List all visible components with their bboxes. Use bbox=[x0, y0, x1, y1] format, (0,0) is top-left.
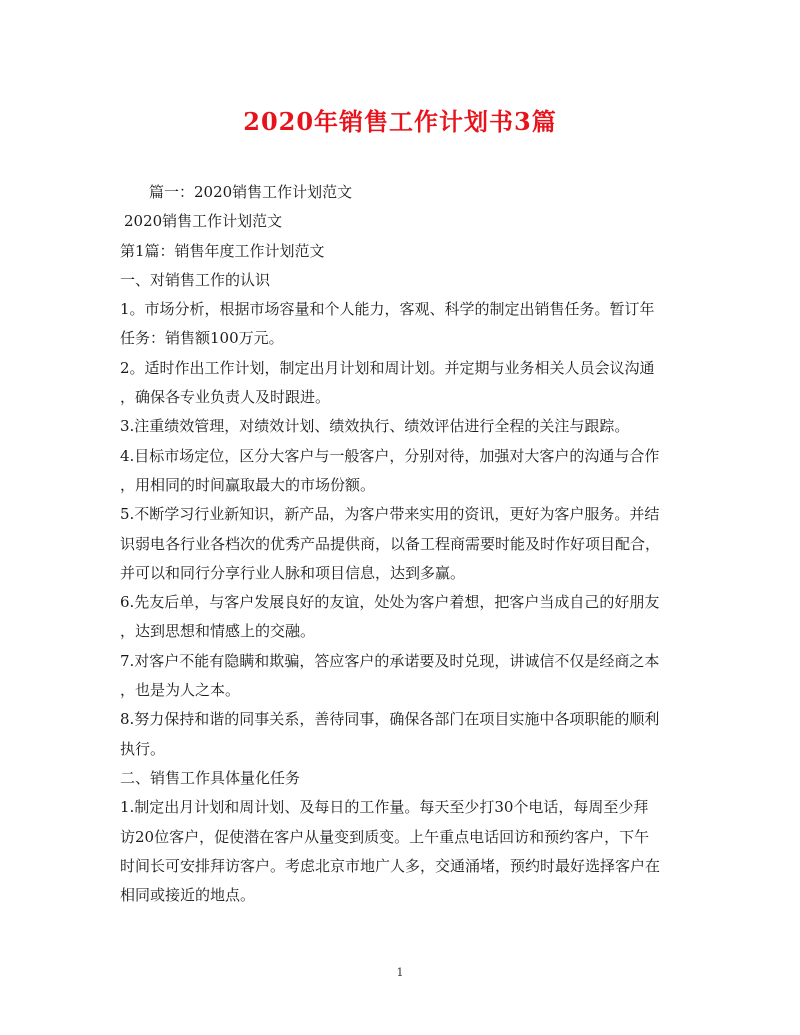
document-body bbox=[120, 178, 692, 910]
paragraph-line: 4.目标市场定位，区分大客户与一般客户，分别对待，加强对大客户的沟通与合作 bbox=[120, 446, 660, 465]
paragraph-line: ，达到思想和情感上的交融。 bbox=[120, 622, 316, 641]
subheading: 2020销售工作计划范文 bbox=[124, 212, 283, 231]
paragraph-line: 识弱电各行业各档次的优秀产品提供商，以备工程商需要时能及时作好项目配合， bbox=[120, 534, 661, 553]
page-number: 1 bbox=[396, 966, 404, 979]
paragraph-line: ，确保各专业负责人及时跟进。 bbox=[120, 388, 331, 407]
paragraph-line: 8.努力保持和谐的同事关系，善待同事，确保各部门在项目实施中各项职能的顺利 bbox=[120, 710, 660, 729]
paragraph-line: 1。市场分析，根据市场容量和个人能力，客观、科学的制定出销售任务。暂订年 bbox=[120, 300, 655, 319]
paragraph-line: 执行。 bbox=[120, 739, 166, 758]
paragraph-line: 时间长可安排拜访客户。考虑北京市地广人多，交通涌堵，预约时最好选择客户在 bbox=[120, 856, 661, 875]
section-title: 一、对销售工作的认识 bbox=[120, 270, 271, 289]
section-title: 二、销售工作具体量化任务 bbox=[120, 768, 301, 787]
document-title: 2020年销售工作计划书3篇 bbox=[243, 107, 557, 136]
section-heading: 篇一：2020销售工作计划范文 bbox=[149, 183, 353, 201]
paragraph-line: 5.不断学习行业新知识，新产品，为客户带来实用的资讯，更好为客户服务。并结 bbox=[120, 505, 660, 524]
paragraph-line: ，用相同的时间赢取最大的市场份额。 bbox=[120, 475, 376, 494]
paragraph-line: 2。适时作出工作计划，制定出月计划和周计划。并定期与业务相关人员会议沟通 bbox=[120, 358, 655, 377]
paragraph-line: 并可以和同行分享行业人脉和项目信息，达到多赢。 bbox=[120, 563, 466, 582]
paragraph-line: 任务：销售额100万元。 bbox=[120, 329, 284, 348]
paragraph-line: 7.对客户不能有隐瞒和欺骗，答应客户的承诺要及时兑现，讲诚信不仅是经商之本 bbox=[120, 651, 660, 670]
paragraph-line: 1.制定出月计划和周计划、及每日的工作量。每天至少打30个电话，每周至少拜 bbox=[120, 798, 649, 817]
paragraph-line: 相同或接近的地点。 bbox=[120, 886, 256, 905]
paragraph-line: ，也是为人之本。 bbox=[120, 681, 241, 700]
chapter-heading: 第1篇：销售年度工作计划范文 bbox=[120, 241, 325, 260]
paragraph-line: 6.先友后单，与客户发展良好的友谊，处处为客户着想，把客户当成自己的好朋友 bbox=[120, 593, 660, 612]
paragraph-line: 访20位客户，促使潜在客户从量变到质变。上午重点电话回访和预约客户，下午 bbox=[120, 827, 650, 846]
paragraph-line: 3.注重绩效管理，对绩效计划、绩效执行、绩效评估进行全程的关注与跟踪。 bbox=[120, 417, 630, 436]
